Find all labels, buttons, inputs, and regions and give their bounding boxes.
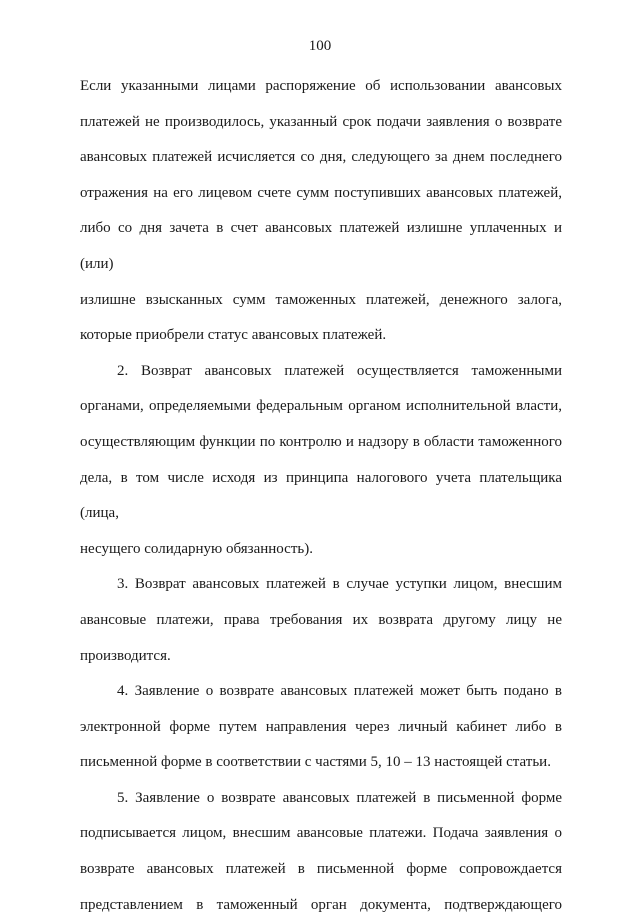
paragraph-4 [80,674,562,781]
text-line: либо со дня зачета в счет авансовых платежей излишне уплаченных и (или) [80,220,562,272]
text-line: подписывается лицом, внесшим авансовые платежи. Подача заявления о [80,825,562,842]
text-line: осуществляющим функции по контролю и надзору в области таможенного [80,433,562,450]
text-line: 2. Возврат авансовых платежей осуществляется таможенными [117,362,562,379]
text-line: письменной форме в соответствии с частями 5, 10 – 13 настоящей статьи. [80,754,551,771]
text-line: авансовых платежей исчисляется со дня, следующего за днем последнего [80,149,562,166]
page-number: 100 [308,38,332,54]
text-line: 5. Заявление о возврате авансовых платежей в письменной форме [117,789,562,806]
paragraph-1 [80,69,562,354]
text-line: органами, определяемыми федеральным органом исполнительной власти, [80,398,562,415]
text-line: дела, в том числе исходя из принципа налогового учета плательщика (лица, [80,469,562,522]
text-line: Если указанными лицами распоряжение об использовании авансовых [80,78,562,94]
text-line: отражения на его лицевом счете сумм поступивших авансовых платежей, [80,184,562,201]
text-line: которые приобрели статус авансовых платежей. [80,327,387,344]
text-line: несущего солидарную обязанность). [80,540,313,557]
text-line: 4. Заявление о возврате авансовых платежей может быть подано в [117,683,562,700]
text-line: платежей не производилось, указанный срок подачи заявления о возврате [80,113,562,130]
text-line: 3. Возврат авансовых платежей в случае уступки лицом, внесшим [117,576,562,593]
paragraph-5 [80,781,562,923]
paragraph-2 [80,354,562,568]
document-body [80,69,562,923]
text-line: излишне взысканных сумм таможенных платежей, денежного залога, [80,291,562,308]
text-line: авансовые платежи, права требования их возврата другому лицу не [80,611,562,628]
paragraph-3 [80,567,562,674]
text-line: производится. [80,647,171,664]
text-line: возврате авансовых платежей в письменной форме сопровождается [80,861,562,878]
text-line: электронной форме путем направления через личный кабинет либо в [80,718,562,735]
text-line: представлением в таможенный орган документа, подтверждающего [80,896,562,913]
